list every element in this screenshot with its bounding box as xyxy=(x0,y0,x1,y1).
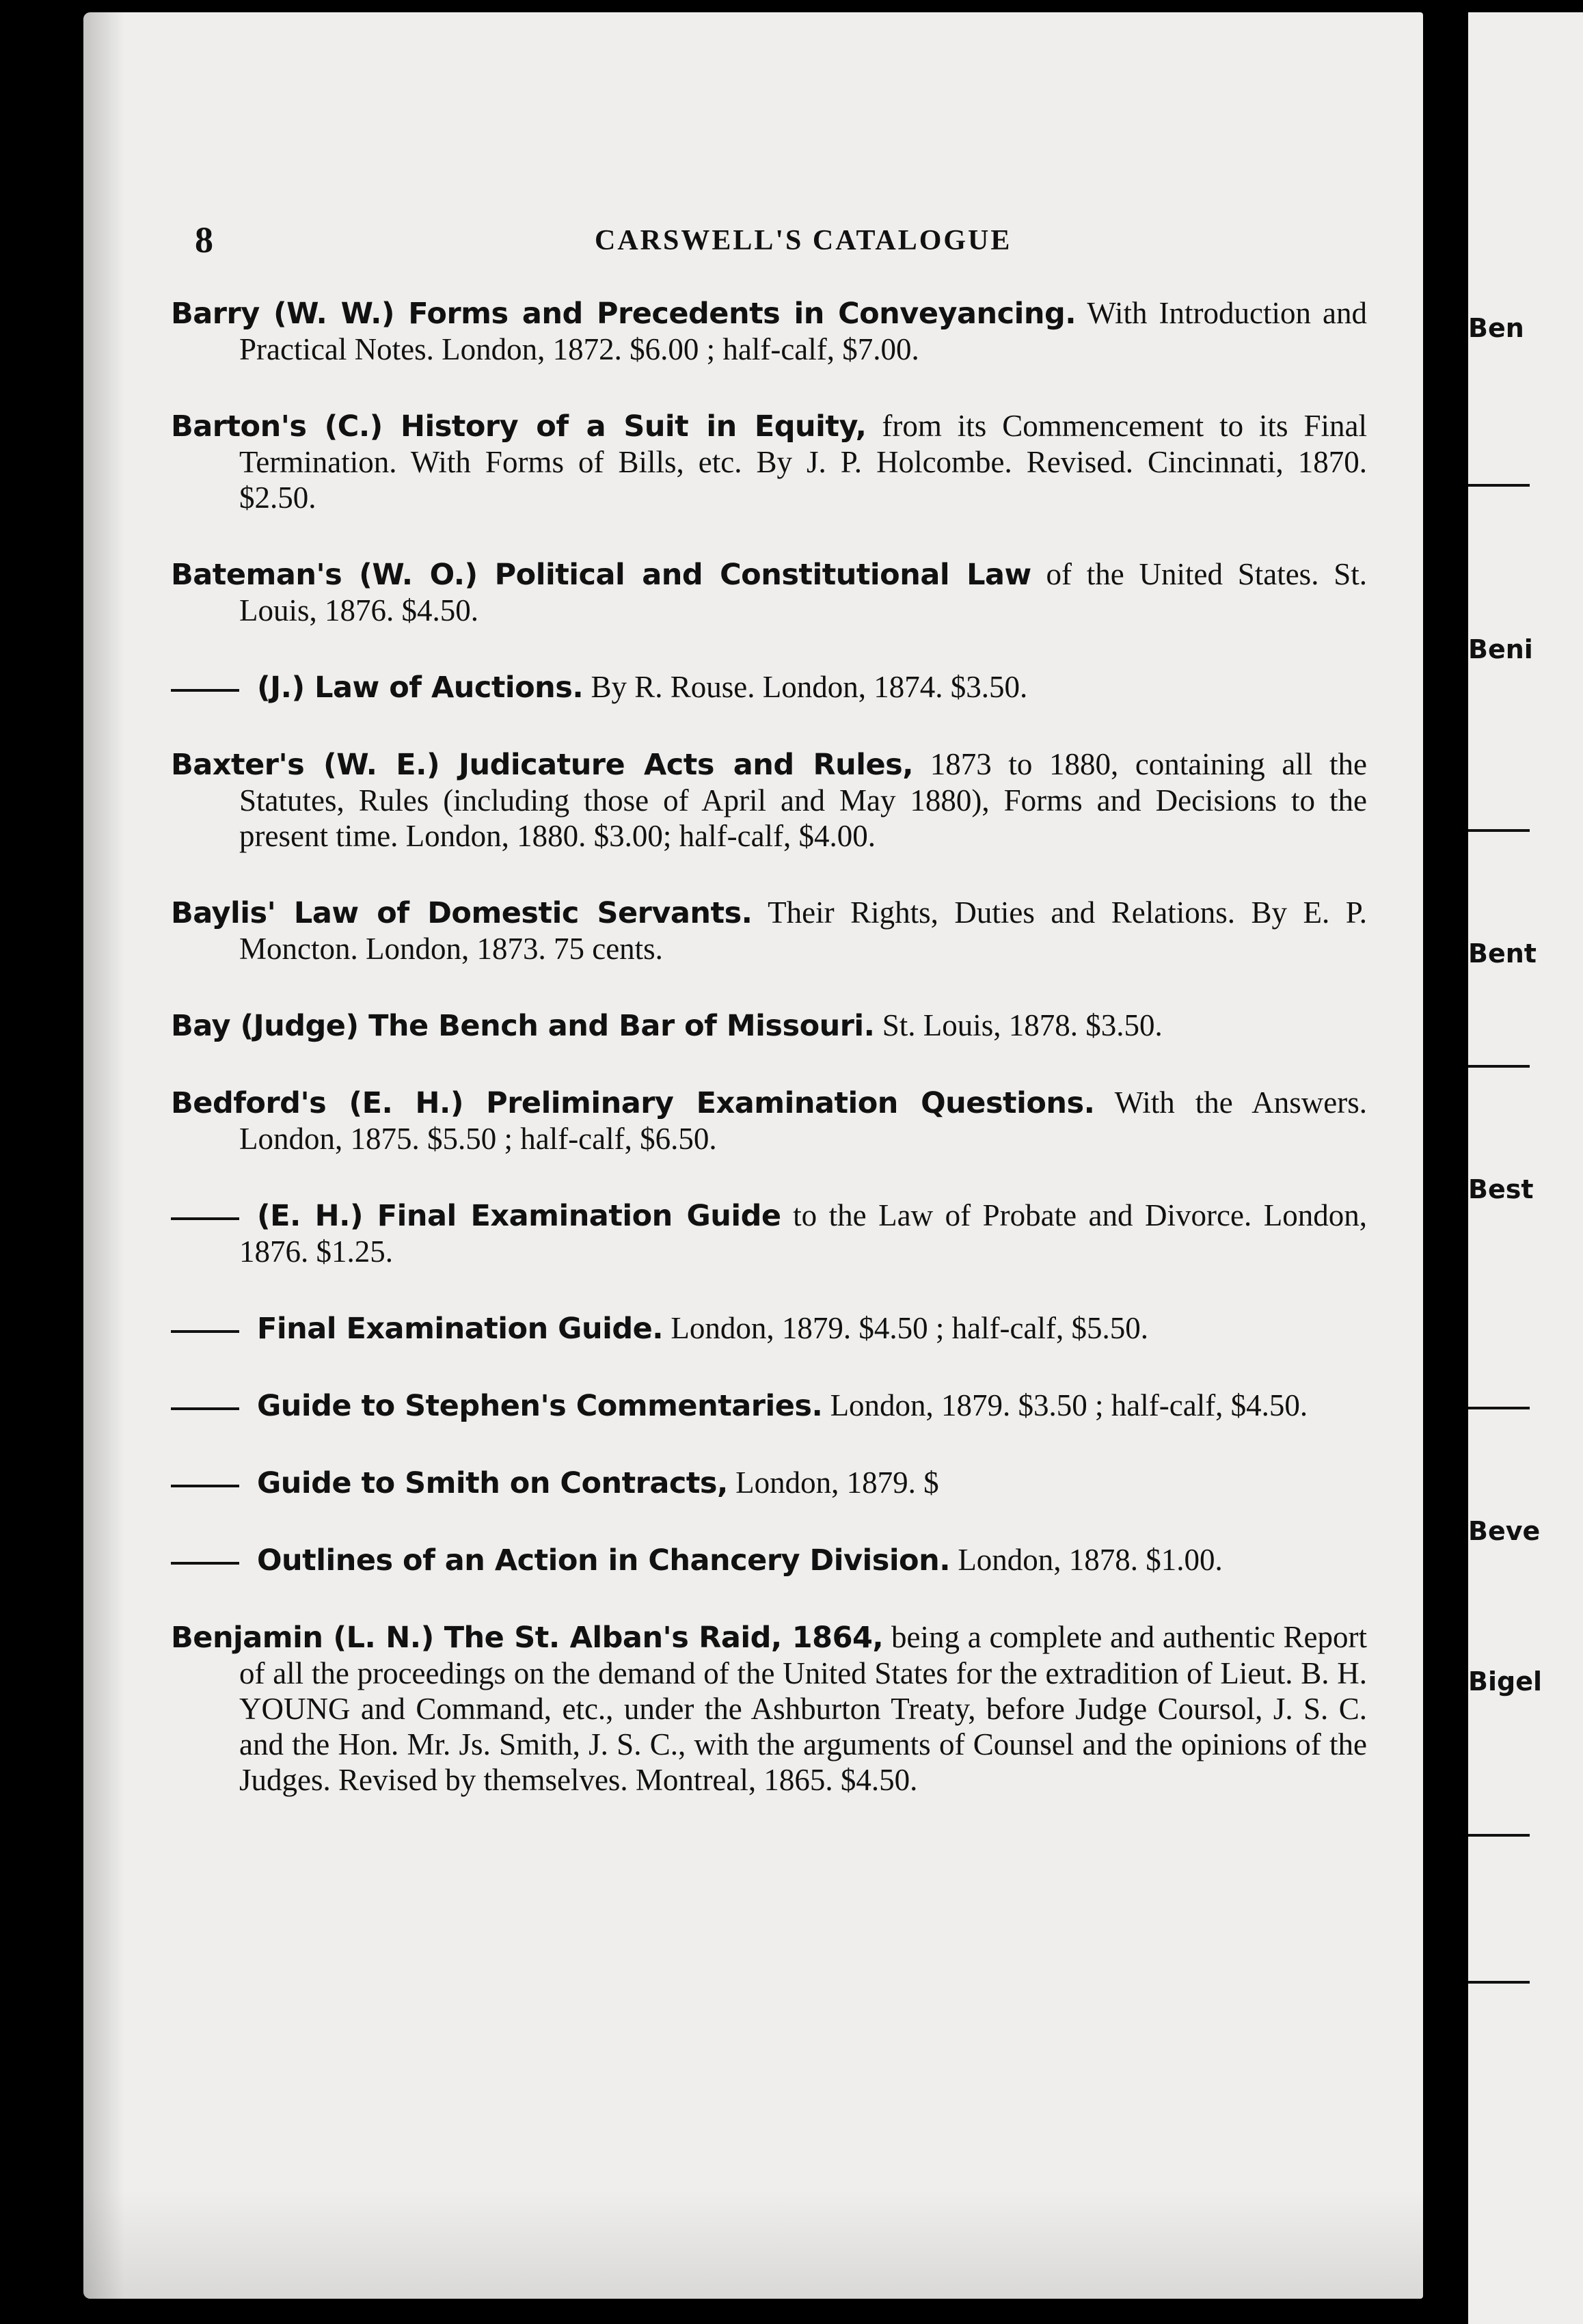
facing-page-dash xyxy=(1468,829,1530,832)
entry-heading: Guide to Smith on Contracts, xyxy=(257,1466,728,1500)
facing-page-edge xyxy=(1468,12,1583,2324)
catalogue-entry xyxy=(171,1198,1367,1269)
facing-page-dash xyxy=(1468,1065,1530,1068)
facing-page-dash xyxy=(1468,1407,1530,1409)
facing-page-fragment: Bent xyxy=(1468,938,1537,969)
entry-text: Their Rights, Duties and Relations. By E. P. Moncton. London, 1873. 75 cents. xyxy=(239,895,1367,966)
page-wear xyxy=(83,2189,1423,2299)
catalogue-entries xyxy=(171,295,1367,1839)
ditto-dash xyxy=(171,1407,239,1410)
facing-page-fragment: Ben xyxy=(1468,313,1524,343)
page-header xyxy=(195,219,1357,260)
entry-text: London, 1878. $1.00. xyxy=(950,1543,1223,1577)
entry-heading: Baylis' Law of Domestic Servants. xyxy=(171,896,753,930)
entry-heading: Barry (W. W.) Forms and Precedents in Conveyancing. xyxy=(171,297,1077,331)
entry-text: London, 1879. $ xyxy=(727,1465,939,1500)
entry-text: from its Commencement to its Final Termination. With Forms of Bills, etc. By J. P. Holcombe. Revised. Cincinnati, 1870. $2.50. xyxy=(239,409,1367,515)
entry-text: of the United States. St. Louis, 1876. $4.50. xyxy=(239,557,1367,627)
entry-heading: Bay (Judge) The Bench and Bar of Missouri. xyxy=(171,1009,875,1043)
page-edge-shadow xyxy=(83,12,124,2299)
catalogue-entry xyxy=(171,1310,1367,1347)
ditto-dash xyxy=(171,689,239,692)
entry-heading: Benjamin (L. N.) The St. Alban's Raid, 1864, xyxy=(171,1621,884,1655)
entry-heading: Bedford's (E. H.) Preliminary Examination Questions. xyxy=(171,1086,1095,1120)
entry-text: By R. Rouse. London, 1874. $3.50. xyxy=(583,670,1028,704)
entry-text: to the Law of Probate and Divorce. London, 1876. $1.25. xyxy=(239,1198,1367,1269)
entry-heading: (J.) Law of Auctions. xyxy=(257,671,584,705)
ditto-dash xyxy=(171,1485,239,1487)
running-title: CARSWELL'S CATALOGUE xyxy=(595,225,1012,256)
entry-heading: Barton's (C.) History of a Suit in Equity, xyxy=(171,409,867,444)
facing-page-dash xyxy=(1468,1834,1530,1837)
facing-page-dash xyxy=(1468,1981,1530,1984)
entry-text: With the Answers. London, 1875. $5.50 ; half-calf, $6.50. xyxy=(239,1085,1367,1156)
page-number: 8 xyxy=(195,219,213,260)
entry-heading: Baxter's (W. E.) Judicature Acts and Rules, xyxy=(171,748,914,782)
facing-page-fragment: Beve xyxy=(1468,1516,1541,1546)
entry-heading: Final Examination Guide. xyxy=(257,1312,664,1346)
entry-text: London, 1879. $3.50 ; half-calf, $4.50. xyxy=(822,1388,1308,1422)
catalogue-entry xyxy=(171,1085,1367,1157)
catalogue-entry xyxy=(171,746,1367,854)
facing-page-fragment: Bigel xyxy=(1468,1666,1542,1697)
ditto-dash xyxy=(171,1562,239,1565)
entry-text: St. Louis, 1878. $3.50. xyxy=(874,1008,1163,1042)
catalogue-entry xyxy=(171,669,1367,705)
entry-heading: Guide to Stephen's Commentaries. xyxy=(257,1389,823,1423)
catalogue-entry xyxy=(171,408,1367,515)
facing-page-fragment: Beni xyxy=(1468,634,1533,664)
entry-heading: Outlines of an Action in Chancery Division. xyxy=(257,1543,951,1578)
entry-heading: Bateman's (W. O.) Political and Constitutional Law xyxy=(171,558,1031,592)
catalogue-entry xyxy=(171,556,1367,628)
entry-text: London, 1879. $4.50 ; half-calf, $5.50. xyxy=(663,1311,1148,1345)
catalogue-entry xyxy=(171,1619,1367,1798)
facing-page-dash xyxy=(1468,484,1530,487)
catalogue-entry xyxy=(171,295,1367,367)
entry-heading: (E. H.) Final Examination Guide xyxy=(257,1199,781,1233)
catalogue-entry xyxy=(171,1542,1367,1578)
entry-text: being a complete and authentic Report of all the proceedings on the demand of the United States for the extradition of Lieut. B. H. YOUNG and Command, etc., under the Ashburton Treaty, before Judge Coursol, J. S. C. and the Hon. Mr. Js. Smith, J. S. C., with the arguments of Counsel and the opinions of the Judges. Revised by themselves. Montreal, 1865. $4.50. xyxy=(239,1620,1367,1797)
ditto-dash xyxy=(171,1217,239,1220)
catalogue-entry xyxy=(171,1388,1367,1424)
entry-text: 1873 to 1880, containing all the Statutes, Rules (including those of April and May 1880), Forms and Decisions to the present time. London, 1880. $3.00; half-calf, $4.00. xyxy=(239,747,1367,853)
catalogue-entry xyxy=(171,1465,1367,1501)
entry-text: With Introduction and Practical Notes. London, 1872. $6.00 ; half-calf, $7.00. xyxy=(239,296,1367,366)
ditto-dash xyxy=(171,1330,239,1333)
facing-page-fragment: Best xyxy=(1468,1174,1534,1204)
catalogue-entry xyxy=(171,1008,1367,1044)
catalogue-entry xyxy=(171,895,1367,967)
